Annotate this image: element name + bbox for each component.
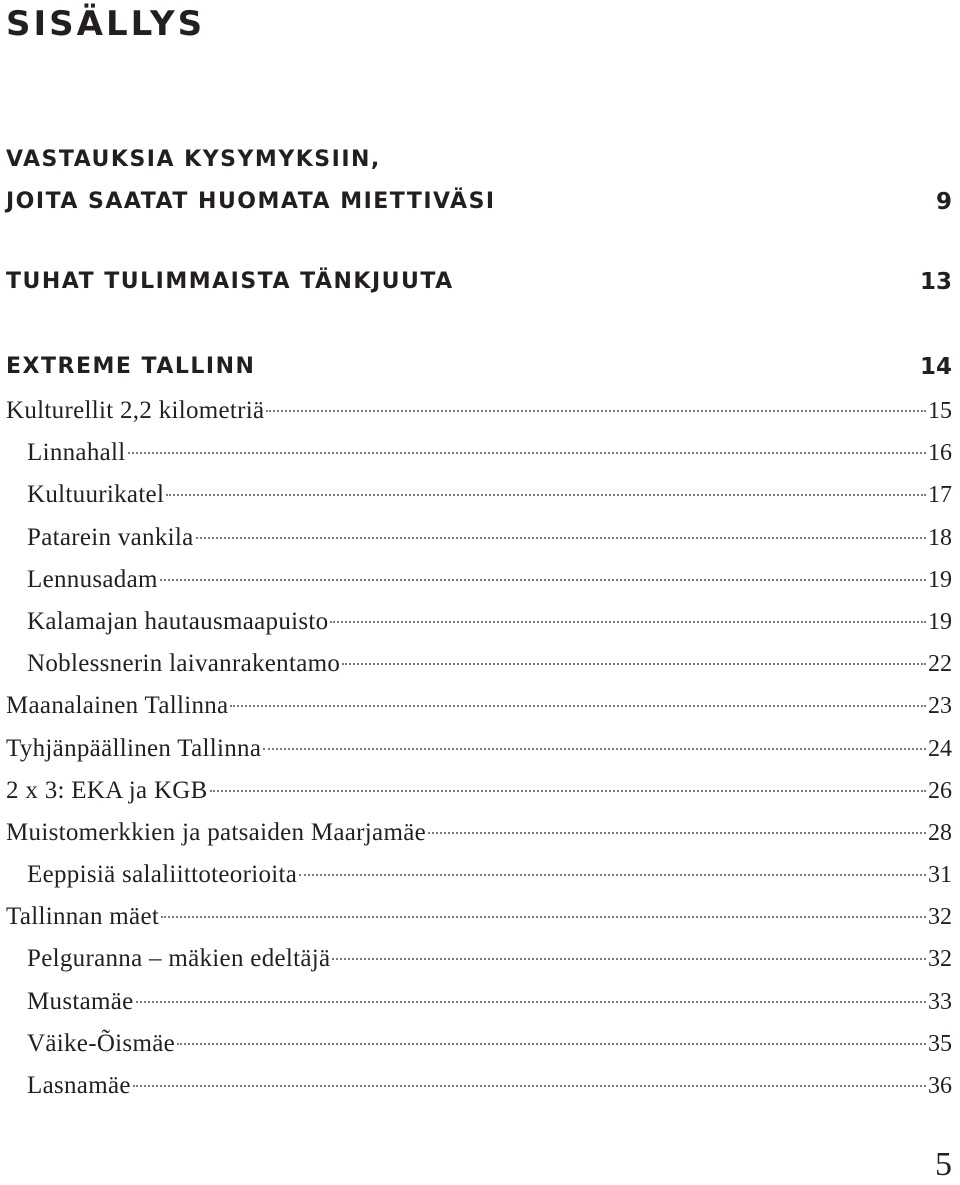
toc-entry-page-number: 24 xyxy=(928,735,952,762)
dot-leader xyxy=(128,451,926,454)
dot-leader xyxy=(136,1000,926,1003)
toc-entry[interactable] xyxy=(6,981,952,1023)
toc-entry-label: Tallinnan mäet xyxy=(6,903,160,931)
dot-leader xyxy=(133,1084,926,1087)
toc-entry[interactable] xyxy=(6,432,952,474)
chapter-title-line: VASTAUKSIA KYSYMYKSIIN, xyxy=(6,147,381,172)
toc-entry[interactable] xyxy=(6,1065,952,1107)
toc-entry[interactable] xyxy=(6,812,952,854)
toc-entry-page-number: 28 xyxy=(928,819,952,846)
page-number: 5 xyxy=(935,1146,952,1183)
toc-entry[interactable] xyxy=(6,685,952,727)
toc-entry-label: Maanalainen Tallinna xyxy=(6,692,229,720)
chapter-title-line: TUHAT TULIMMAISTA TÄNKJUUTA xyxy=(6,269,454,294)
toc-entry-label: Eeppisiä salaliittoteorioita xyxy=(27,861,298,889)
toc-entry[interactable] xyxy=(6,770,952,812)
toc-entry-page-number: 33 xyxy=(928,988,952,1015)
toc-entry-label: Mustamäe xyxy=(27,987,134,1015)
toc-entry[interactable] xyxy=(6,1023,952,1065)
dot-leader xyxy=(161,915,926,918)
toc-entry[interactable] xyxy=(6,938,952,980)
toc-entry-label: Patarein vankila xyxy=(27,523,194,551)
toc-entry-page-number: 19 xyxy=(928,566,952,593)
page-title: SISÄLLYS xyxy=(6,4,206,44)
toc-entry-label: Kalamajan hautausmaapuisto xyxy=(27,607,329,635)
toc-entry-page-number: 32 xyxy=(928,904,952,931)
chapter-heading[interactable] xyxy=(6,261,952,303)
toc-entry[interactable] xyxy=(6,643,952,685)
chapter-page-number: 13 xyxy=(919,269,952,295)
toc-entry-page-number: 19 xyxy=(928,608,952,635)
chapter-heading[interactable] xyxy=(6,346,952,388)
toc-entry-page-number: 23 xyxy=(928,693,952,720)
toc-entry-page-number: 15 xyxy=(928,398,952,424)
toc-entry[interactable] xyxy=(6,474,952,516)
toc-entry-label: Pelguranna – mäkien edeltäjä xyxy=(27,945,331,973)
dot-leader xyxy=(196,536,926,539)
toc-entry-page-number: 31 xyxy=(928,862,952,889)
toc-entry[interactable] xyxy=(6,559,952,601)
dot-leader xyxy=(160,578,926,581)
toc-entry-label: 2 x 3: EKA ja KGB xyxy=(6,776,208,804)
dot-leader xyxy=(266,409,926,412)
toc-entry-label: Tyhjänpäällinen Tallinna xyxy=(6,734,262,762)
chapter-title-line: EXTREME TALLINN xyxy=(6,354,256,379)
dot-leader xyxy=(230,704,926,707)
dot-leader xyxy=(177,1042,926,1045)
toc-entry-page-number: 26 xyxy=(928,777,952,804)
toc-entry[interactable] xyxy=(6,896,952,938)
toc-entry-label: Väike-Õismäe xyxy=(27,1029,175,1057)
toc-entry-label: Kulturellit 2,2 kilometriä xyxy=(6,397,265,424)
toc-entry-page-number: 35 xyxy=(928,1030,952,1057)
toc-entry-page-number: 32 xyxy=(928,946,952,973)
toc-entry-page-number: 18 xyxy=(928,524,952,551)
dot-leader xyxy=(166,493,926,496)
dot-leader xyxy=(210,789,926,792)
toc-entry-page-number: 17 xyxy=(928,482,952,509)
toc-entry-label: Lennusadam xyxy=(27,565,158,593)
toc-entry[interactable] xyxy=(6,854,952,896)
toc-entry-label: Muistomerkkien ja patsaiden Maarjamäe xyxy=(6,818,426,846)
dot-leader xyxy=(332,957,926,960)
dot-leader xyxy=(330,620,926,623)
chapter-page-number: 14 xyxy=(919,354,952,380)
dot-leader xyxy=(263,747,926,750)
toc-entry-label: Kultuurikatel xyxy=(27,481,165,509)
toc-entry[interactable] xyxy=(6,728,952,770)
toc-entry-label: Noblessnerin laivanrakentamo xyxy=(27,650,341,678)
dot-leader xyxy=(299,873,926,876)
chapter-heading[interactable] xyxy=(6,139,952,223)
toc-entry-page-number: 22 xyxy=(928,651,952,678)
toc-entry-page-number: 16 xyxy=(928,440,952,467)
toc-entry[interactable] xyxy=(6,601,952,643)
chapter-title-line: JOITA SAATAT HUOMATA MIETTIVÄSI xyxy=(6,189,496,214)
toc-entry-page-number: 36 xyxy=(928,1073,952,1099)
dot-leader xyxy=(428,831,926,834)
toc-entry[interactable] xyxy=(6,517,952,559)
chapter-page-number: 9 xyxy=(935,189,952,215)
toc-entry[interactable] xyxy=(6,390,952,432)
dot-leader xyxy=(342,662,926,665)
toc-entry-label: Lasnamäe xyxy=(27,1072,131,1099)
toc-list xyxy=(6,390,952,1107)
toc-entry-label: Linnahall xyxy=(27,439,126,467)
